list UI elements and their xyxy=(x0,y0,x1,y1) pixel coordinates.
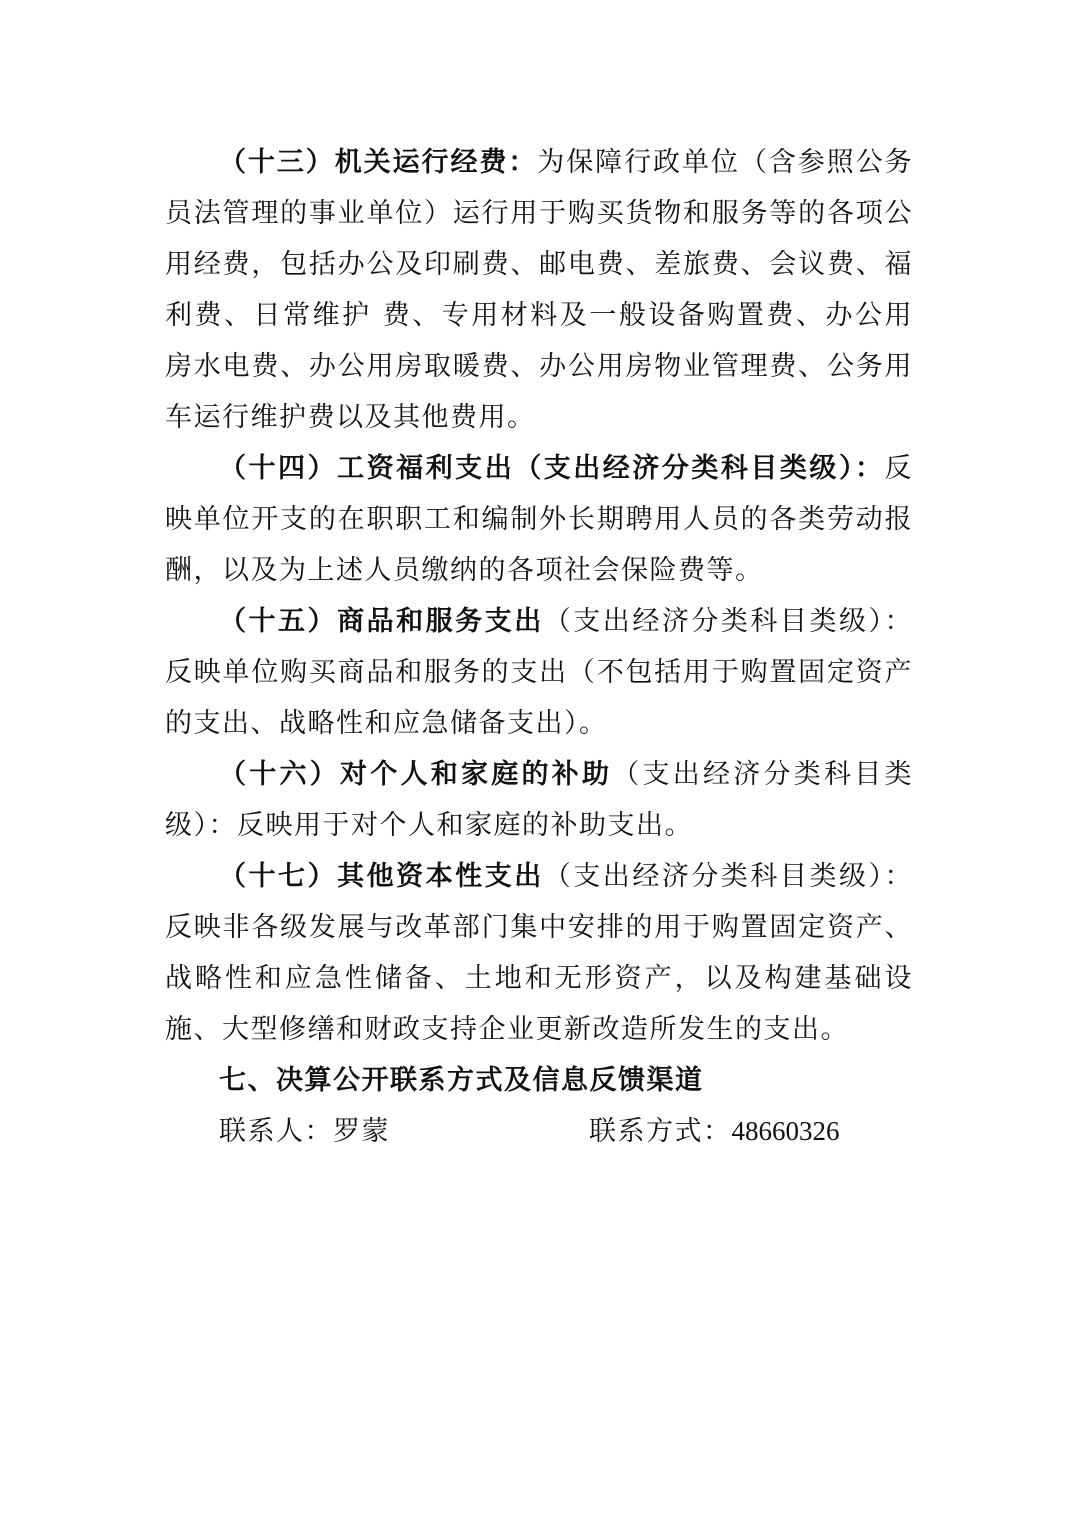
paragraph-text: （支出经济分类科目类级）：反映单位购买商品和服务的支出（不包括用于购置固定资产的支出、战略性和应急储备支出）。 xyxy=(165,606,914,739)
contact-method-label: 联系方式： xyxy=(589,1116,732,1147)
paragraph-text: 为保障行政单位（含参照公务员法管理的事业单位）运行用于购买货物和服务等的各项公用经费，包括办公及印刷费、邮电费、差旅费、会议费、福利费、日常维护 费、专用材料及一般设备购置费、办公用房水电费、办公用房取暖费、办公用房物业管理费、公务用车运行维护费以及其他费用。 xyxy=(165,147,914,433)
contact-phone: 48660326 xyxy=(731,1116,840,1146)
contact-line xyxy=(165,1106,913,1157)
paragraph-lead: （十四）工资福利支出（支出经济分类科目类级）： xyxy=(219,453,885,484)
contact-method xyxy=(589,1106,840,1157)
paragraph-text: （支出经济分类科目类级）：反映非各级发展与改革部门集中安排的用于购置固定资产、战略性和应急性储备、土地和无形资产，以及构建基础设施、大型修缮和财政支持企业更新改造所发生的支出。 xyxy=(165,861,914,1045)
paragraph-lead: （十五）商品和服务支出 xyxy=(219,606,544,637)
paragraph-lead: （十七）其他资本性支出 xyxy=(219,861,544,892)
paragraph-15 xyxy=(165,596,913,749)
paragraph-17 xyxy=(165,851,913,1055)
paragraph-lead: （十六）对个人和家庭的补助 xyxy=(219,759,613,790)
paragraph-text: （支出经济分类科目类级）：反映用于对个人和家庭的补助支出。 xyxy=(165,759,913,841)
paragraph-14 xyxy=(165,443,913,596)
contact-person: 联系人：罗蒙 xyxy=(219,1116,390,1147)
section-heading: 七、决算公开联系方式及信息反馈渠道 xyxy=(219,1065,704,1096)
paragraph-16 xyxy=(165,749,913,851)
paragraph-13 xyxy=(165,137,913,443)
document-page xyxy=(165,137,913,1157)
paragraph-lead: （十三）机关运行经费： xyxy=(219,147,538,178)
paragraph-text: 反映单位开支的在职职工和编制外长期聘用人员的各类劳动报酬，以及为上述人员缴纳的各项社会保险费等。 xyxy=(165,453,913,586)
